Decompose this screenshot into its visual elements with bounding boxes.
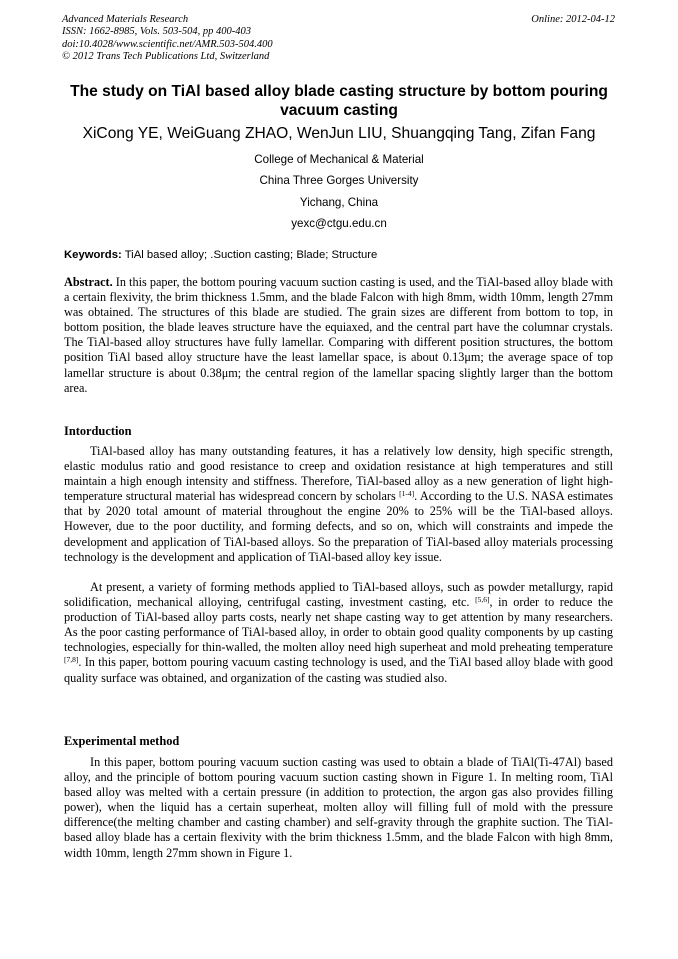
intro-p2-text-a: At present, a variety of forming methods applied to TiAl-based alloys, such as powder metallurgy, rapid solidification, mechanical alloying, centrifugal casting, investment casting, etc. [64, 580, 613, 610]
intro-heading: Intorduction [64, 424, 132, 438]
journal-copyright: © 2012 Trans Tech Publications Ltd, Switzerland [62, 50, 270, 62]
intro-p2-text-b: , in order to reduce the production of TiAl-based alloy parts costs, nearly net shape casting way to get attention by many researchers. As the poor casting performance of TiAl-based alloy, in order to obtain good quality components by up casting technologies, especially for thin-walled, the molten alloy need high superheat and mold preheating temperature [64, 595, 613, 655]
intro-p2-text-c: . In this paper, bottom pouring vacuum casting technology is used, and the TiAl based alloy blade with good quality surface was obtained, and organization of the casting was studied also. [64, 655, 613, 685]
experimental-heading: Experimental method [64, 734, 180, 748]
abstract-paragraph [64, 275, 613, 396]
intro-p1-text-b: . According to the U.S. NASA estimates that by 2020 total amount of material throughout the engine 20% to 25% will be the TiAl-based alloys. However, due to the poor ductility, and forming defects, and so on, which will constraints and impede the development and application of TiAl-based alloys. So the preparation of TiAl-based alloy materials processing technology is the development and application of TiAl-based alloy key issue. [64, 489, 614, 564]
affiliation-block [120, 149, 558, 234]
intro-p1-text-a: TiAl-based alloy has many outstanding features, it has a relatively low density, high specific strength, elastic modulus ratio and good resistance to creep and oxidation resistance at high temperatures and still maintain a high enough intensity and stiffness. Therefore, TiAl-based alloy as a new generation of light high-temperature structural material has widespread concern by scholars [64, 444, 613, 504]
intro-paragraph-2 [64, 580, 613, 686]
keywords-text: TiAl based alloy; .Suction casting; Blade; Structure [124, 249, 378, 261]
affiliation-university: China Three Gorges University [259, 174, 419, 188]
experimental-paragraph-1: In this paper, bottom pouring vacuum suction casting was used to obtain a blade of TiAl(Ti-47Al) based alloy, and the principle of bottom pouring vacuum suction casting shown in Figure 1. In melting room, TiAl based alloy was melted with a certain pressure (in addition to protection, the argon gas also provides filling power), when the liquid has a certain superheat, molten alloy will filling full of mold with the pressure difference(the melting chamber and casting chamber) and self-gravity through the graphite suction. The TiAl-based alloy blade has a certain flexivity with the brim thickness 1.5mm, and the blade Falcon with high 8mm, width 10mm, length 27mm shown in Figure 1. [64, 755, 613, 860]
affiliation-email: yexc@ctgu.edu.cn [291, 216, 387, 230]
keywords-line [64, 249, 377, 261]
online-date: Online: 2012-04-12 [531, 14, 615, 25]
journal-header [62, 14, 273, 63]
citation-1-4: [1-4] [399, 489, 415, 499]
journal-name: Advanced Materials Research [62, 14, 189, 25]
paper-title: The study on TiAl based alloy blade casting structure by bottom pouring vacuum casting [70, 83, 608, 119]
abstract-text: In this paper, the bottom pouring vacuum suction casting is used, and the TiAl-based alloy blade with a certain flexivity, the brim thickness 1.5mm, and the blade Falcon with high 8mm, width 10mm, length 27mm was obtained. The structures of this blade are studied. The grain sizes are different from bottom to top, in bottom position, the blade leaves structure have the equiaxed, and the central part have the columnar crystals. The TiAl-based alloy structures have fully lamellar. Comparing with different position structures, the bottom position TiAl based alloy structure have the least lamellar space, is about 0.13μm; the average space of top lamellar structure is about 0.38μm; the central region of the lamellar spacing slightly larger than the bottom area. [64, 275, 614, 395]
affiliation-city: Yichang, China [299, 195, 379, 209]
citation-5-6: [5,6] [475, 595, 490, 605]
journal-doi: doi:10.4028/www.scientific.net/AMR.503-504.400 [62, 38, 273, 50]
abstract-label: Abstract. [64, 275, 113, 289]
citation-7-8: [7,8] [64, 655, 79, 665]
affiliation-dept: College of Mechanical & Material [254, 153, 424, 166]
author-list: XiCong YE, WeiGuang ZHAO, WenJun LIU, Shuangqing Tang, Zifan Fang [82, 125, 596, 142]
journal-issn: ISSN: 1662-8985, Vols. 503-504, pp 400-403 [62, 26, 251, 38]
intro-paragraph-1 [64, 444, 613, 565]
keywords-label: Keywords: [64, 249, 122, 261]
